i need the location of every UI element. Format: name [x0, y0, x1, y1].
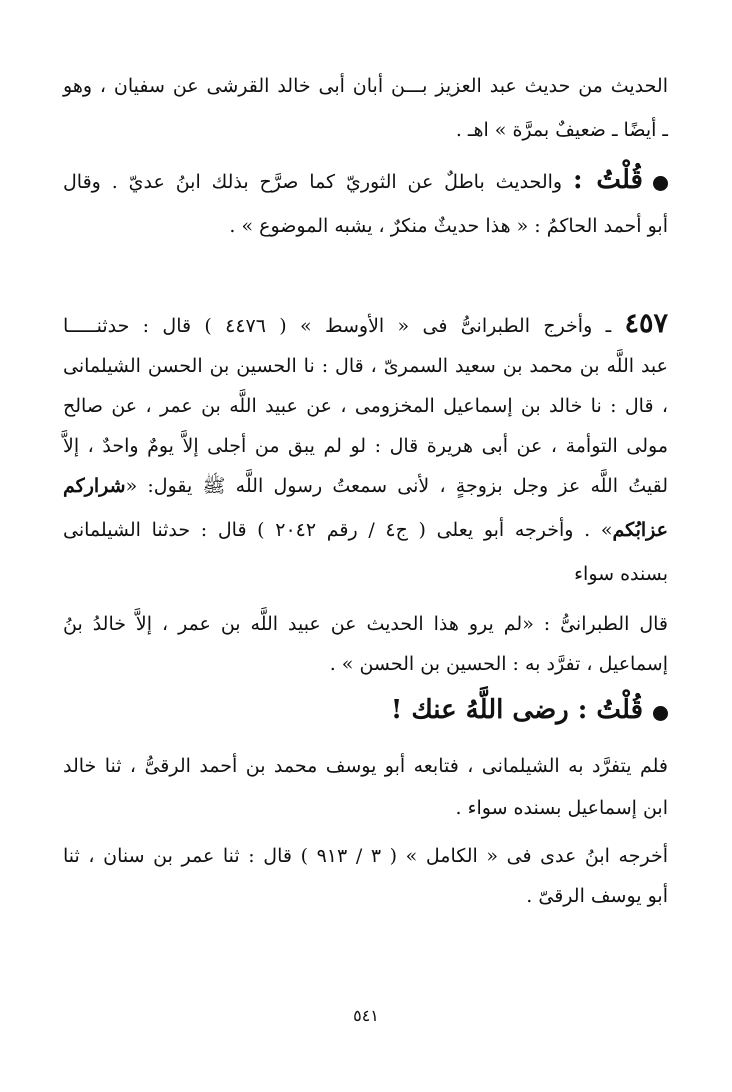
- hadith-header-line: [63, 310, 668, 340]
- text-line: أبو أحمد الحاكمُ : « هذا حديثٌ منكرٌ ، يشبه الموضوع » .: [229, 215, 668, 237]
- qult-heading: قُلْتُ :: [572, 165, 643, 195]
- bullet-icon: [653, 176, 668, 191]
- text-line: بسنده سواء: [574, 563, 668, 585]
- text-line: أبو يوسف الرقىّ .: [526, 885, 668, 907]
- text-line: مولى التوأمة ، عن أبى هريرة قال : لو لم يبق من أجلى إلاَّ يومٌ واحدٌ ، إلاَّ: [63, 435, 668, 457]
- text-line: الحديث من حديث عبد العزيز بـــن أبان أبى خالد القرشى عن سفيان ، وهو: [63, 75, 668, 97]
- text-line: أخرجه ابنُ عدى فى « الكامل » ( ٣ / ٩١٣ ) قال : ثنا عمر بن سنان ، ثنا: [63, 845, 668, 867]
- comment-line: [63, 696, 668, 726]
- qult-heading: قُلْتُ : رضى اللَّهُ عنك !: [390, 695, 643, 725]
- text-segment: » . وأخرجه أبو يعلى ( ج٤ / رقم ٢٠٤٢ ) قال : حدثنا الشيلمانى: [63, 519, 613, 541]
- bold-phrase: شراركم: [63, 475, 126, 497]
- hadith-number: ٤٥٧: [624, 308, 668, 339]
- text-line: ابن إسماعيل بسنده سواء .: [455, 797, 668, 819]
- text-line: ، قال : نا خالد بن إسماعيل المخزومى ، عن عبيد اللَّه بن عمر ، عن صالح: [63, 395, 668, 417]
- text-segment: لقيتُ اللَّه عز وجل بزوجةٍ ، لأنى سمعتُ رسول اللَّه ﷺ يقول: «: [125, 475, 668, 497]
- comment-text: والحديث باطلٌ عن الثوريّ كما صرَّح بذلك ابنُ عديّ . وقال: [63, 171, 563, 193]
- comment-line: [63, 166, 668, 196]
- hadith-intro: ـ وأخرج الطبرانىُّ فى « الأوسط » ( ٤٤٧٦ ) قال : حدثنـــــا: [63, 315, 612, 337]
- hadith-quote-line: [63, 516, 668, 544]
- text-line: قال الطبرانىُّ : «لم يرو هذا الحديث عن عبيد اللَّه بن عمر ، إلاَّ خالدُ بنُ: [63, 613, 668, 635]
- bullet-icon: [653, 706, 668, 721]
- text-line: ـ أيضًا ـ ضعيفٌ بمرَّة » اهـ .: [455, 119, 668, 141]
- hadith-quote-line: [63, 472, 668, 500]
- page-number: ٥٤١: [353, 1006, 379, 1025]
- text-line: عبد اللَّه بن محمد بن سعيد السمرىّ ، قال : نا الحسين بن الحسن الشيلمانى: [63, 355, 668, 377]
- bold-phrase: عزابُكم: [612, 519, 668, 541]
- text-line: إسماعيل ، تفرَّد به : الحسين بن الحسن » .: [329, 653, 668, 675]
- text-line: فلم يتفرَّد به الشيلمانى ، فتابعه أبو يوسف محمد بن أحمد الرقىُّ ، ثنا خالد: [63, 755, 668, 777]
